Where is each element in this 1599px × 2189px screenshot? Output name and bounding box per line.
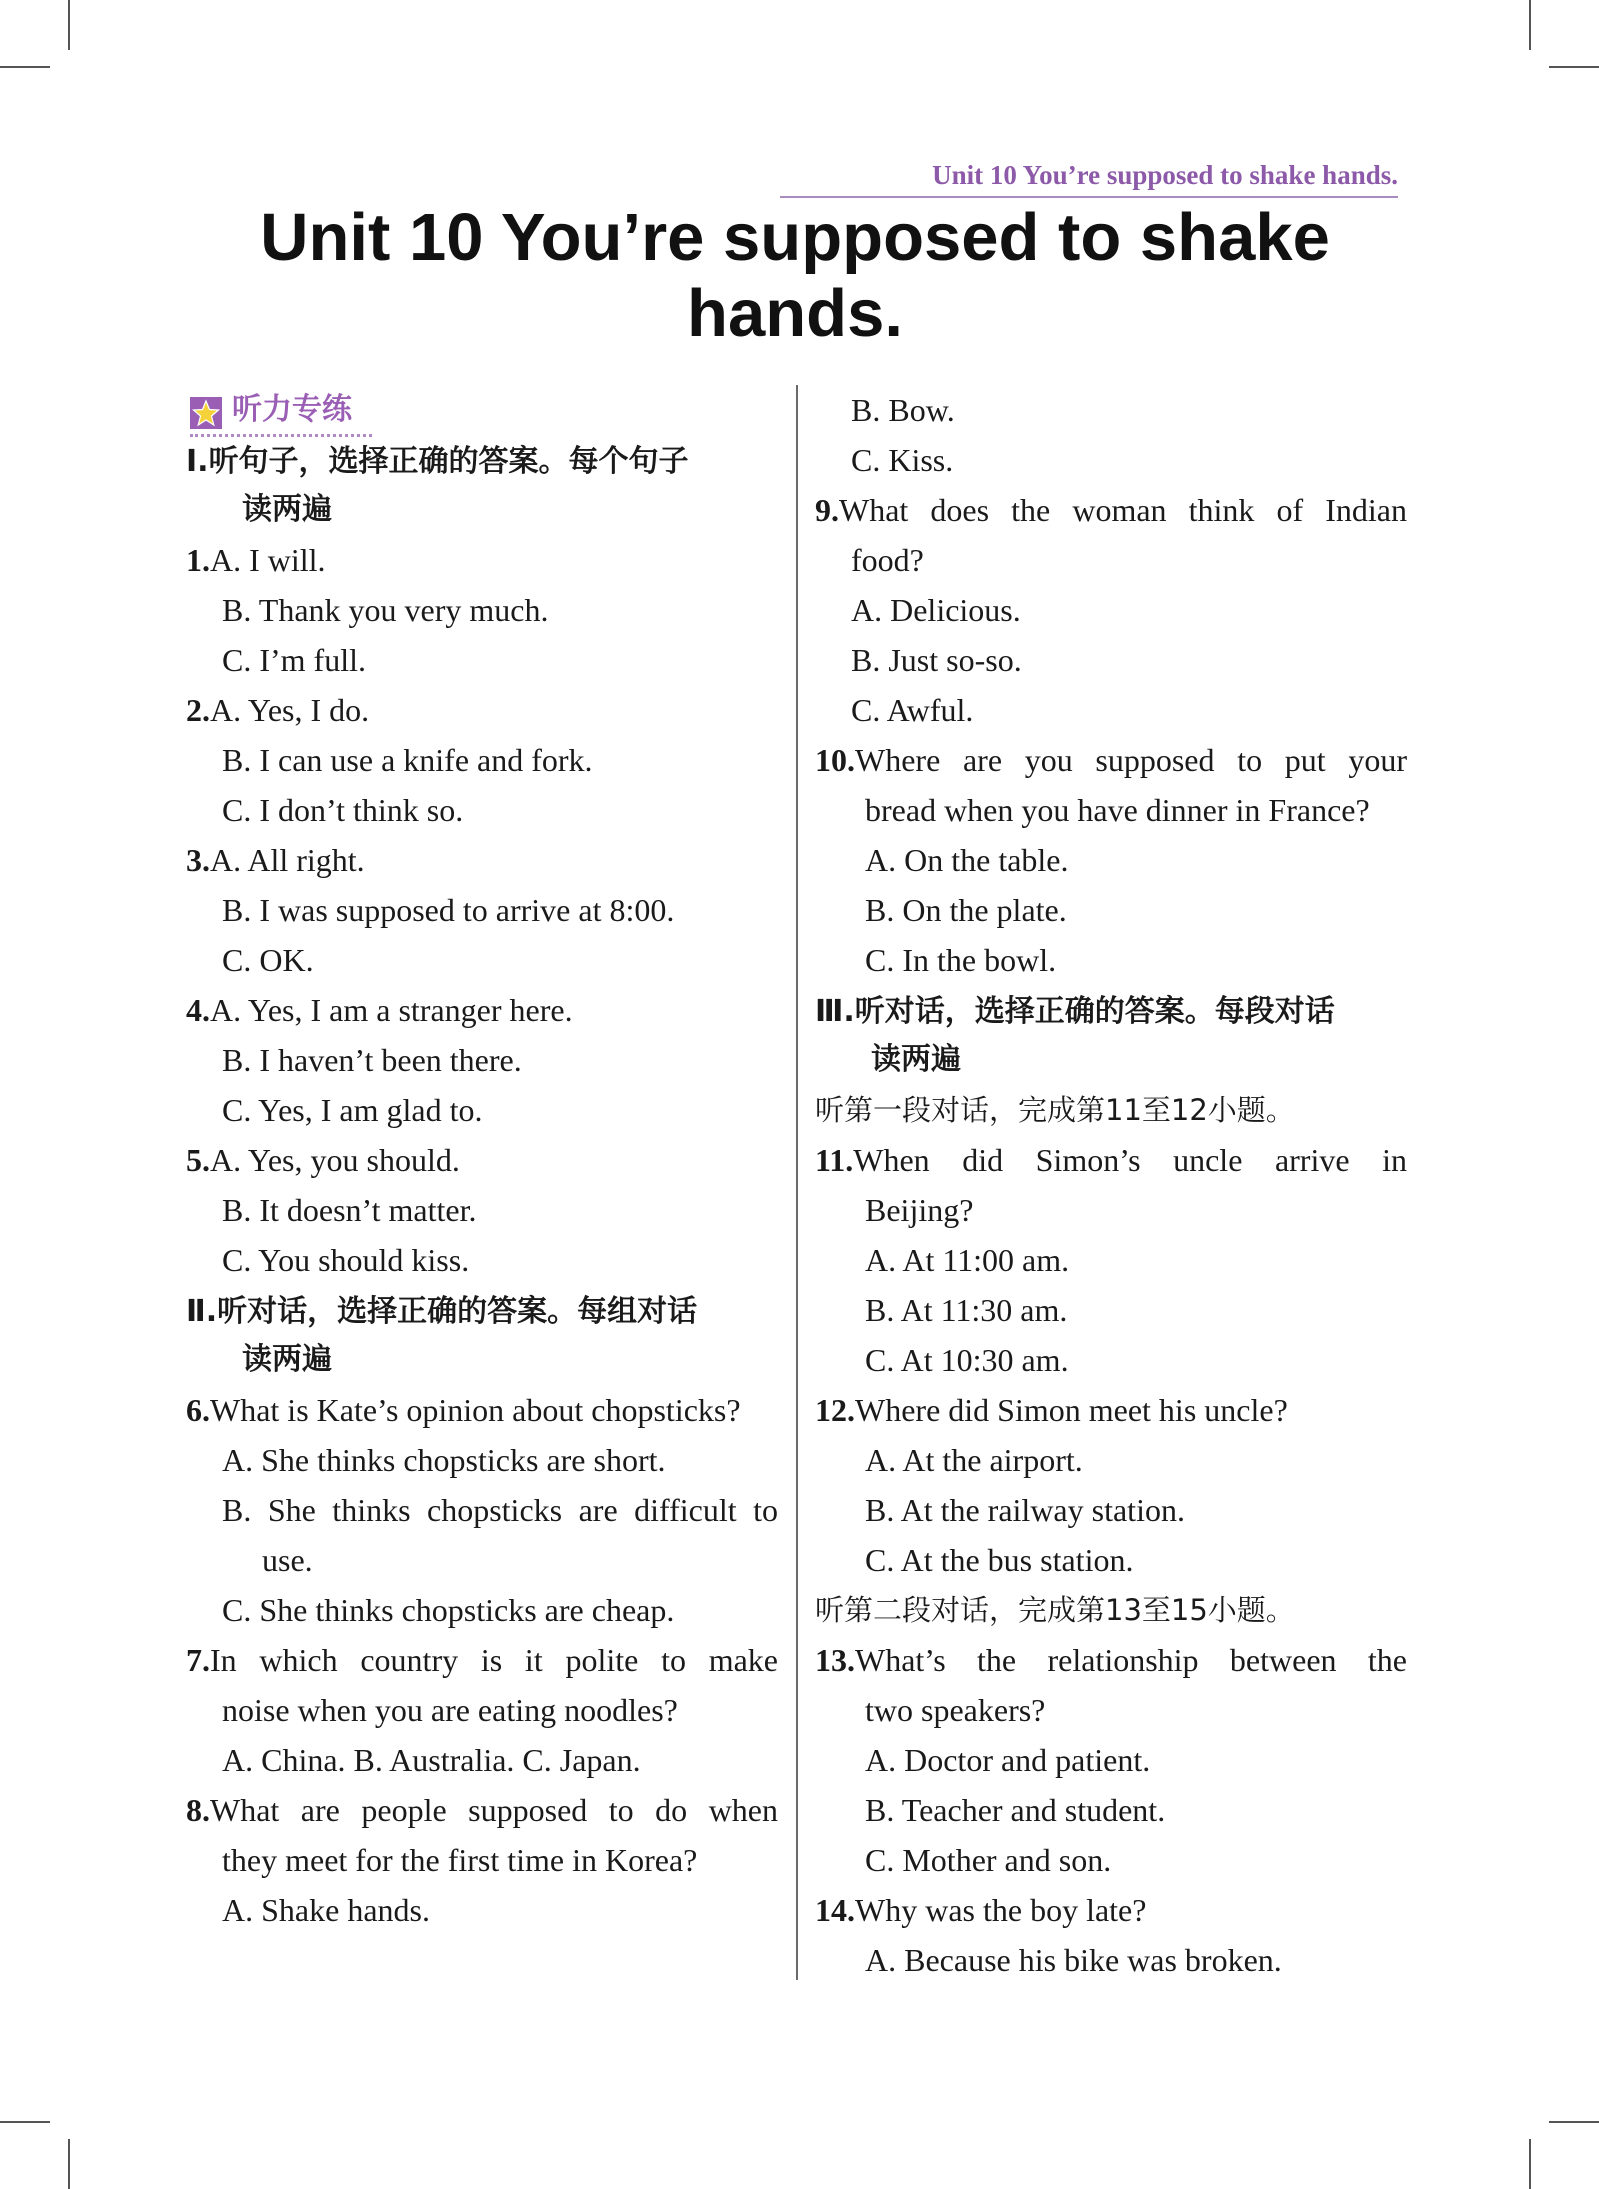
answer-option: C. At 10:30 am.: [865, 1342, 1069, 1378]
question-text: What is Kate’s opinion about chopsticks?: [210, 1392, 741, 1428]
question-number: 14.: [815, 1892, 855, 1928]
section-number: Ⅱ.: [186, 1294, 218, 1329]
star-icon: [190, 397, 222, 429]
answer-option: B. At the railway station.: [865, 1492, 1185, 1528]
question-line: [186, 1635, 778, 1685]
question-line: [815, 1385, 1407, 1435]
question-text: What are people supposed to do when: [210, 1792, 778, 1828]
question-text: What does the woman think of Indian: [839, 492, 1407, 528]
question-text: A. Yes, I do.: [210, 692, 370, 728]
question-continuation: food?: [851, 542, 924, 578]
question-line: [186, 985, 778, 1035]
page-title: [200, 200, 1390, 352]
question-number: 4.: [186, 992, 210, 1028]
dialogue-note: 听第一段对话，完成第11至12小题。: [815, 1093, 1295, 1127]
question-number: 2.: [186, 692, 210, 728]
section-heading: [186, 435, 778, 485]
section-number: Ⅰ.: [186, 444, 209, 479]
question-number: 9.: [815, 492, 839, 528]
question-line: [815, 1135, 1407, 1185]
question-text: When did Simon’s uncle arrive in: [853, 1142, 1407, 1178]
question-number: 13.: [815, 1642, 855, 1678]
question-number: 3.: [186, 842, 210, 878]
section-instruction-cont: 读两遍: [242, 1342, 332, 1377]
answer-option: C. Awful.: [851, 692, 974, 728]
question-text: A. Yes, you should.: [210, 1142, 460, 1178]
section-heading: [186, 1285, 778, 1335]
question-number: 8.: [186, 1792, 210, 1828]
question-text: Why was the boy late?: [855, 1892, 1147, 1928]
answer-option: A. At 11:00 am.: [865, 1242, 1070, 1278]
answer-option: C. You should kiss.: [222, 1242, 470, 1278]
question-line: [186, 1385, 778, 1435]
question-line: [815, 1635, 1407, 1685]
answer-option: C. She thinks chopsticks are cheap.: [222, 1592, 675, 1628]
answer-option: C. I’m full.: [222, 642, 366, 678]
answer-option: B. Thank you very much.: [222, 592, 549, 628]
question-number: 12.: [815, 1392, 855, 1428]
running-header: Unit 10 You’re supposed to shake hands.: [932, 160, 1398, 190]
section-heading: [815, 985, 1407, 1035]
answer-option: B. I haven’t been there.: [222, 1042, 522, 1078]
question-line: [815, 1885, 1407, 1935]
crop-mark: [1549, 2121, 1599, 2123]
section-instruction: 听对话，选择正确的答案。每段对话: [854, 994, 1335, 1029]
question-line: [815, 735, 1407, 785]
question-text: Where did Simon meet his uncle?: [855, 1392, 1288, 1428]
question-number: 5.: [186, 1142, 210, 1178]
question-number: 11.: [815, 1142, 854, 1178]
crop-mark: [0, 66, 50, 68]
question-line: [186, 835, 778, 885]
question-number: 10.: [815, 742, 855, 778]
answer-option: A. On the table.: [865, 842, 1069, 878]
crop-mark: [68, 0, 70, 50]
question-number: 7.: [186, 1642, 210, 1678]
answer-option: C. I don’t think so.: [222, 792, 464, 828]
answer-option: C. Mother and son.: [865, 1842, 1112, 1878]
answer-option: A. Shake hands.: [222, 1892, 430, 1928]
crop-mark: [0, 2121, 50, 2123]
crop-mark: [1529, 2139, 1531, 2189]
answer-option: B. Just so-so.: [851, 642, 1022, 678]
question-line: [186, 535, 778, 585]
answer-option: A. Doctor and patient.: [865, 1742, 1151, 1778]
crop-mark: [68, 2139, 70, 2189]
answer-option: A. Delicious.: [851, 592, 1021, 628]
question-text: Where are you supposed to put your: [855, 742, 1407, 778]
question-continuation: they meet for the first time in Korea?: [222, 1842, 698, 1878]
answer-option: B. I was supposed to arrive at 8:00.: [222, 892, 675, 928]
question-number: 6.: [186, 1392, 210, 1428]
answer-option: A. She thinks chopsticks are short.: [222, 1442, 666, 1478]
question-continuation: two speakers?: [865, 1692, 1046, 1728]
question-text: In which country is it polite to make: [210, 1642, 778, 1678]
answer-option: B. At 11:30 am.: [865, 1292, 1068, 1328]
question-text: A. All right.: [210, 842, 365, 878]
answer-option: C. Yes, I am glad to.: [222, 1092, 483, 1128]
question-text: A. I will.: [210, 542, 326, 578]
answer-option: B. She thinks chopsticks are difficult to: [222, 1492, 778, 1528]
answer-option: A. China. B. Australia. C. Japan.: [222, 1742, 641, 1778]
question-text: What’s the relationship between the: [855, 1642, 1407, 1678]
crop-mark: [1549, 66, 1599, 68]
answer-option: B. On the plate.: [865, 892, 1067, 928]
question-continuation: noise when you are eating noodles?: [222, 1692, 678, 1728]
question-line: [186, 1785, 778, 1835]
answer-option: B. I can use a knife and fork.: [222, 742, 593, 778]
answer-option: A. At the airport.: [865, 1442, 1083, 1478]
answer-option: B. Teacher and student.: [865, 1792, 1166, 1828]
answer-option: C. At the bus station.: [865, 1542, 1134, 1578]
column-divider: [796, 385, 798, 1980]
title-line-2: hands.: [687, 276, 903, 351]
crop-mark: [1529, 0, 1531, 50]
question-text: A. Yes, I am a stranger here.: [210, 992, 573, 1028]
section-number: Ⅲ.: [815, 994, 855, 1029]
answer-option: C. In the bowl.: [865, 942, 1057, 978]
question-number: 1.: [186, 542, 210, 578]
title-line-1: Unit 10 You’re supposed to shake: [260, 200, 1330, 275]
answer-option: B. It doesn’t matter.: [222, 1192, 477, 1228]
answer-option: C. OK.: [222, 942, 314, 978]
question-line: [186, 685, 778, 735]
header-rule: [780, 196, 1398, 198]
section-instruction: 听句子，选择正确的答案。每个句子: [208, 444, 689, 479]
question-line: [186, 1135, 778, 1185]
badge-label: 听力专练: [232, 392, 352, 427]
question-continuation: bread when you have dinner in France?: [865, 792, 1370, 828]
answer-option: B. Bow.: [851, 392, 955, 428]
question-line: [815, 485, 1407, 535]
answer-option: use.: [262, 1542, 313, 1578]
dialogue-note: 听第二段对话，完成第13至15小题。: [815, 1593, 1295, 1627]
answer-option: C. Kiss.: [851, 442, 954, 478]
section-instruction-cont: 读两遍: [242, 492, 332, 527]
answer-option: A. Because his bike was broken.: [865, 1942, 1282, 1978]
section-instruction-cont: 读两遍: [871, 1042, 961, 1077]
section-instruction: 听对话，选择正确的答案。每组对话: [217, 1294, 698, 1329]
question-continuation: Beijing?: [865, 1192, 974, 1228]
